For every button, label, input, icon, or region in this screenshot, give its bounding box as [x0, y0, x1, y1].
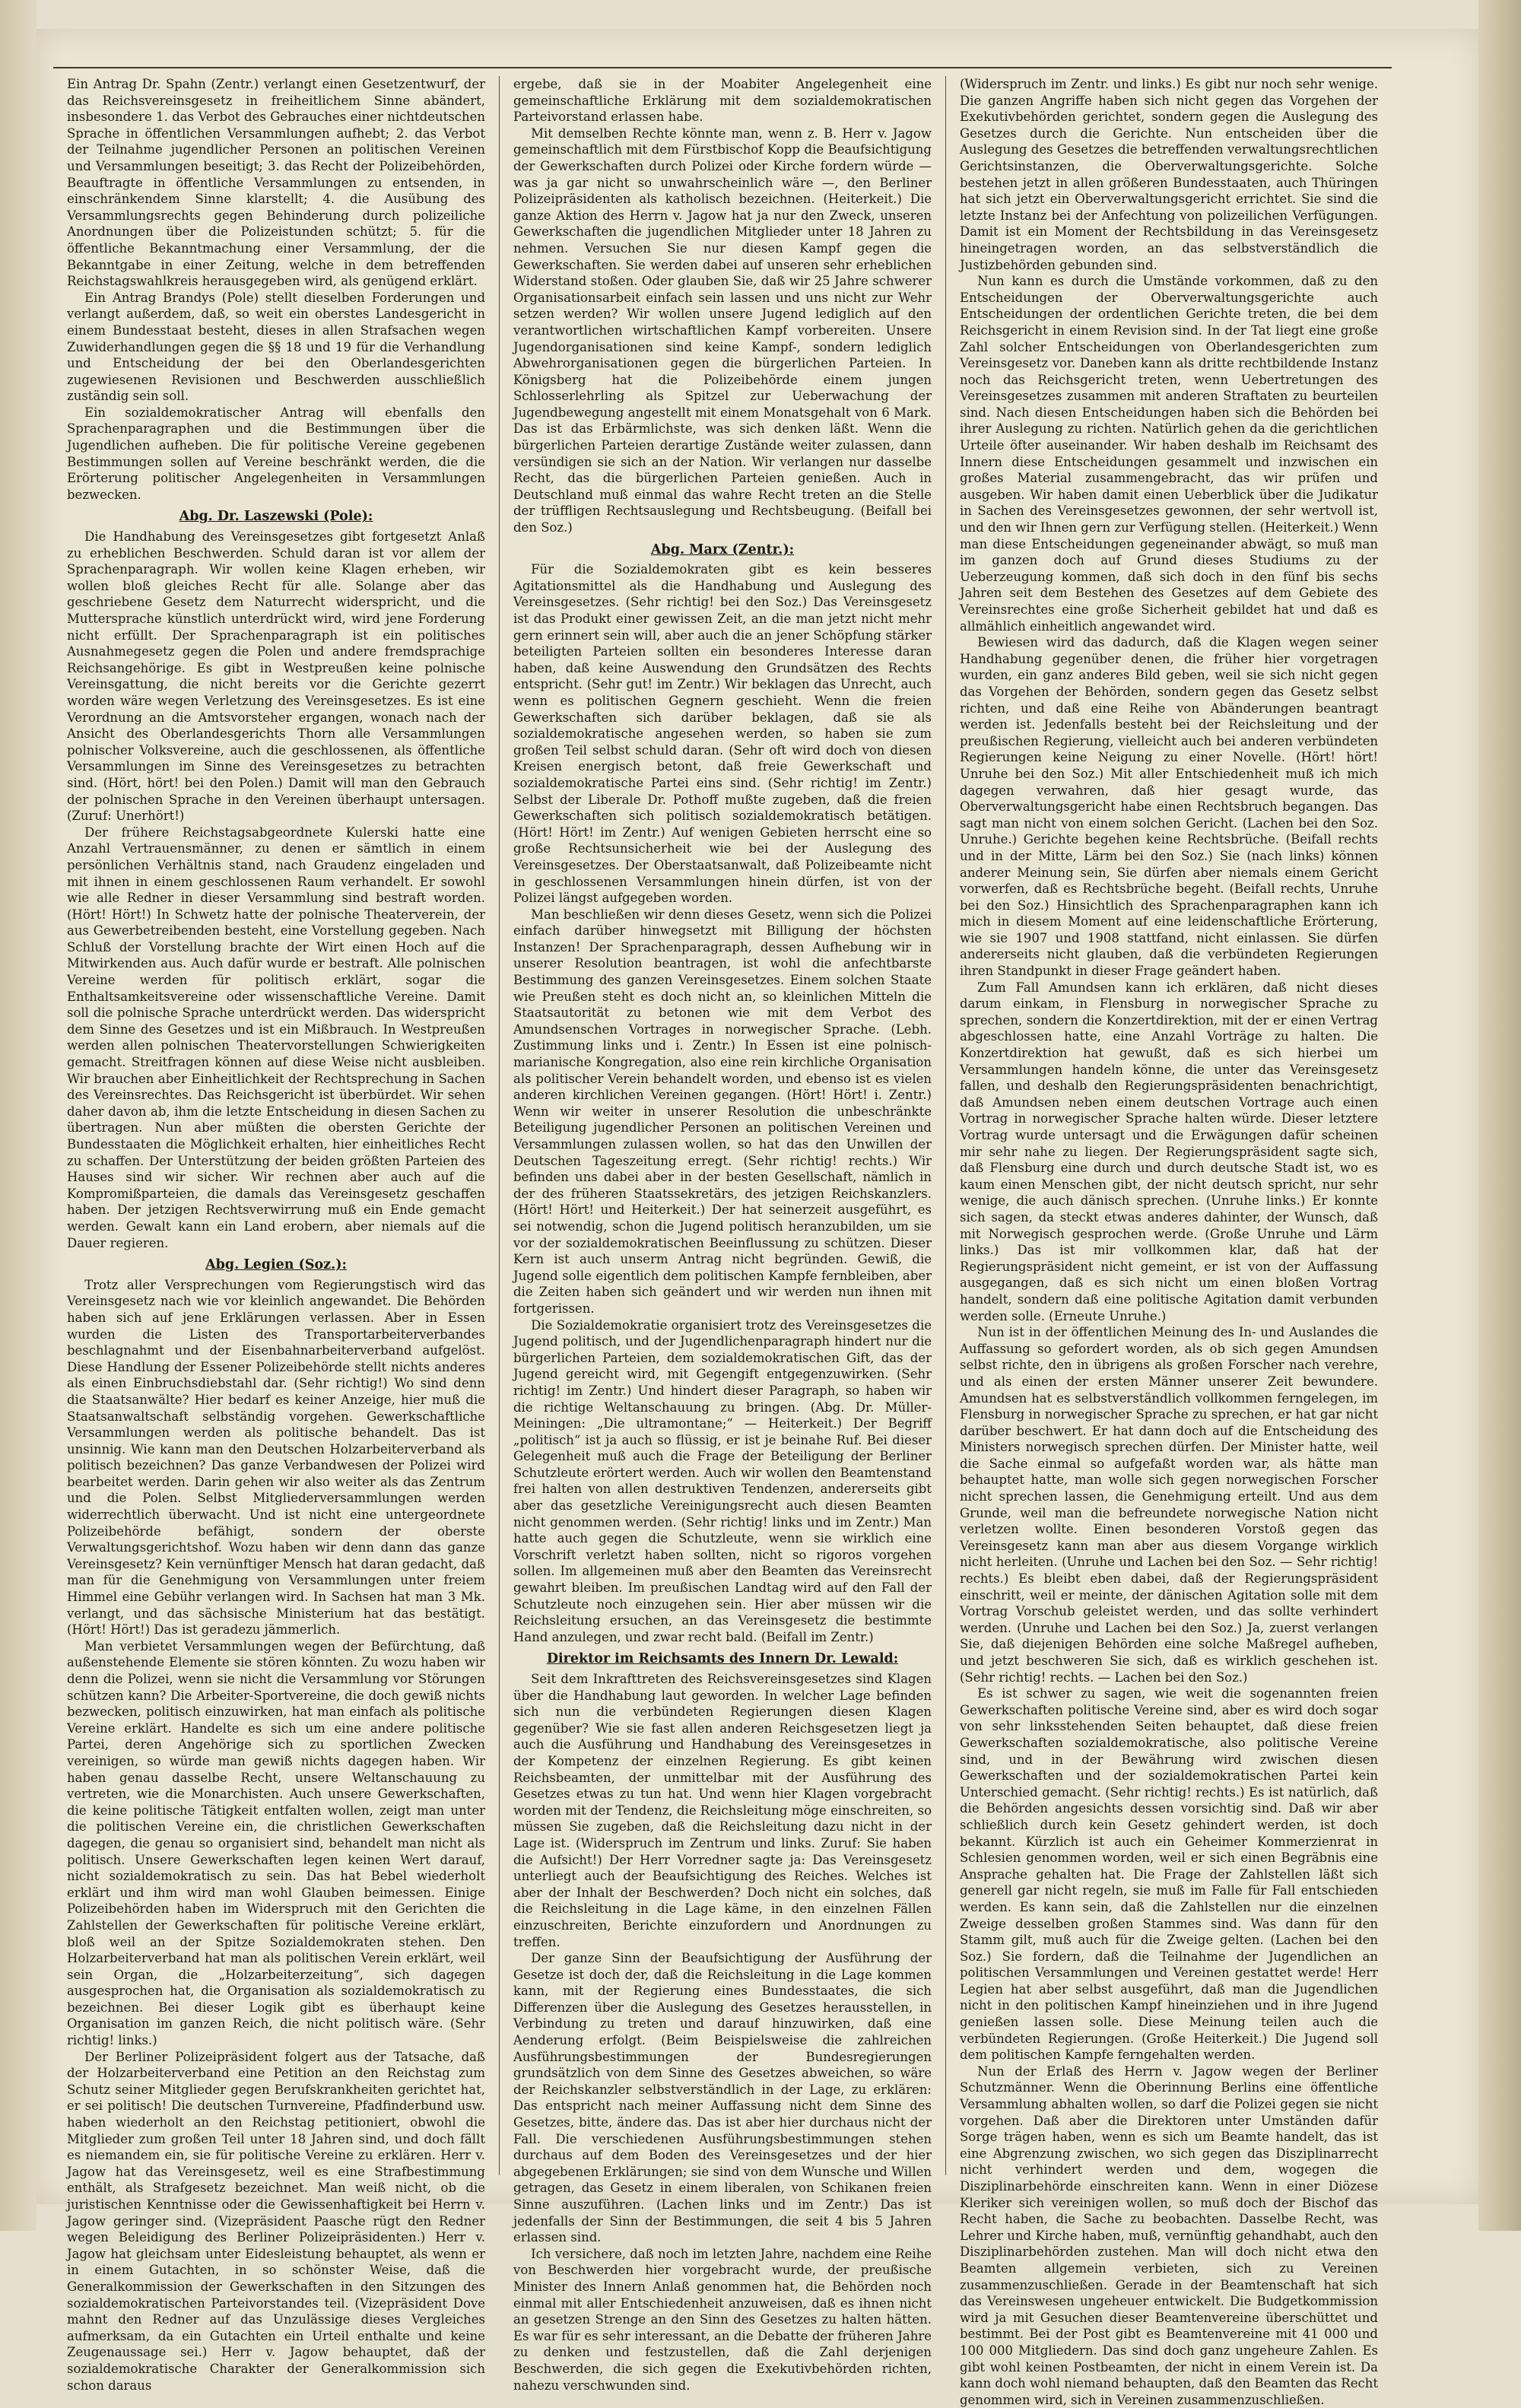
- paragraph: Trotz aller Versprechungen vom Regierungstisch wird das Vereinsgesetz nach wie vor kleinlich angewandet. Die Behörden haben sich auf jene Erklärungen verlassen. Aber in Essen wurden die Listen des Transportarbeiterverbandes beschlagnahmt und der Eisenbahnarbeiterverband aufgelöst. Diese Handlung der Essener Polizeibehörde stellt nichts anderes als einen Einbruchsdiebstahl dar. (Sehr richtig!) Wo sind denn die Staatsanwälte? Hier bedarf es keiner Anzeige, hier muß die Staatsanwaltschaft selbständig vorgehen. Gewerkschaftliche Versammlungen werden als politische behandelt. Das ist unsinnig. Wie kann man den Deutschen Holzarbeiterverband als politisch bezeichnen? Das ganze Verbandwesen der Polizei wird bearbeitet werden. Darin gehen wir also weiter als das Zentrum und die Polen. Selbst Mitgliederversammlungen werden widerrechtlich überwacht. Und ist nicht eine untergeordnete Polizeibehörde befähigt, sondern der oberste Verwaltungsgerichtshof. Wozu haben wir denn dann das ganze Vereinsgesetz? Kein vernünftiger Mensch hat daran gedacht, daß man für die Genehmigung von Versammlungen unter freiem Himmel eine Gebühr verlangen wird. In Sachsen hat man 3 Mk. verlangt, und das sächsische Ministerium hat das bestätigt. (Hört! Hört!) Das ist geradezu jämmerlich.: [67, 1277, 485, 1638]
- paragraph: Nun kann es durch die Umstände vorkommen, daß zu den Entscheidungen der Oberverwaltungsgerichte auch Entscheidungen der ordentlichen Gerichte treten, die bei dem Reichsgericht in einem Revision sind. In der Tat liegt eine große Zahl solcher Entscheidungen von Oberlandesgerichten zum Vereinsgesetz vor. Daneben kann als dritte rechtbildende Instanz noch das Reichsgericht treten, wenn Uebertretungen des Vereinsgesetzes zusammen mit anderen Straftaten zu beurteilen sind. Nach diesen Entscheidungen haben sich die Behörden bei ihrer Auslegung zu richten. Natürlich gehen da die gerichtlichen Urteile öfter auseinander. Wir haben deshalb im Reichsamt des Innern diese Entscheidungen gesammelt und inzwischen ein großes Material zusammengebracht, das wir prüfen und ausgeben. Wir haben damit einen Ueberblick über die Judikatur in Sachen des Vereinsgesetzes gewonnen, der sehr wertvoll ist, und den wir Ihnen gern zur Verfügung stellen. (Heiterkeit.) Wenn man diese Entscheidungen gegeneinander abwägt, so muß man im ganzen doch auf Grund dieses Studiums zu der Ueberzeugung kommen, daß sich doch in den fünf bis sechs Jahren seit dem Bestehen des Gesetzes auf dem Gebiete des Vereinsrechtes eine große Sicherheit gebildet hat und daß es allmählich einheitlich angewandet wird.: [960, 274, 1378, 634]
- paragraph: Der ganze Sinn der Beaufsichtigung der Ausführung der Gesetze ist doch der, daß die Reichsleitung in die Lage kommen kann, mit der Regierung eines Bundesstaates, die sich Differenzen über die Auslegung des Gesetzes herausstellen, in Verbindung zu treten und darauf hinzuwirken, daß eine Aenderung erfolgt. (Beim Beispielsweise die zahlreichen Ausführungsbestimmungen der Bundesregierungen grundsätzlich von dem Sinne des Gesetzes abweichen, so wäre der Reichskanzler selbstverständlich in der Lage, zu erklären: Das entspricht nach meiner Auffassung nicht dem Sinne des Gesetzes, bitte, ändere das. Das ist aber hier durchaus nicht der Fall. Die verschiedenen Ausführungsbestimmungen stehen durchaus auf dem Boden des Vereinsgesetzes und der hier abgegebenen Erklärungen; sie sind von dem Wunsche und Willen getragen, das Gesetz in einem liberalen, von Schikanen freien Sinne auszuführen. (Lachen links und im Zentr.) Das ist jedenfalls der Sinn der Bestimmungen, die seit 4 bis 5 Jahren erlassen sind.: [513, 1951, 932, 2245]
- column-3: [945, 76, 1392, 2407]
- paragraph: ergebe, daß sie in der Moabiter Angelegenheit eine gemeinschaftliche Erklärung mit dem sozialdemokratischen Parteivorstand erlassen habe.: [513, 77, 932, 125]
- paragraph: Zum Fall Amundsen kann ich erklären, daß nicht dieses darum einkam, in Flensburg in norwegischer Sprache zu sprechen, sondern die Konzertdirektion, mit der er einen Vertrag abgeschlossen hatte, eine Anzahl Vorträge zu halten. Die Konzertdirektion hat gewußt, daß es sich hierbei um Versammlungen handeln könne, die unter das Vereinsgesetz fallen, und deshalb den Regierungspräsidenten benachrichtigt, daß Amundsen neben einem deutschen Vortrage auch einen Vortrag in norwegischer Sprache halten würde. Dieser letztere Vortrag wurde untersagt und die Erwägungen dafür scheinen mir sehr nahe zu liegen. Der Regierungspräsident sagte sich, daß Flensburg eine durch und durch deutsche Stadt ist, wo es kaum einen Menschen gibt, der nicht deutsch spricht, nur sehr wenige, die auch dänisch sprechen. (Unruhe links.) Er konnte sich sagen, da steckt etwas anderes dahinter, der Wunsch, daß mit Norwegisch gesprochen werde. (Große Unruhe und Lärm links.) Das ist mir vollkommen klar, daß hat der Regierungspräsident nicht gemeint, er ist von der Auffassung ausgegangen, daß es sich nicht um einen bloßen Vortrag handelt, sondern daß eine politische Agitation damit verbunden werden solle. (Erneute Unruhe.): [960, 980, 1378, 1323]
- paragraph: Die Handhabung des Vereinsgesetzes gibt fortgesetzt Anlaß zu erheblichen Beschwerden. Schuld daran ist vor allem der Sprachenparagraph. Wir wollen keine Klagen erheben, wir wollen bloß gleiches Recht für alle. Solange aber das geschriebene Gesetz dem Naturrecht widerspricht, und die Muttersprache künstlich unterdrückt wird, wird jene Forderung nicht erfüllt. Der Sprachenparagraph ist ein politisches Ausnahmegesetz gegen die Polen und andere fremdsprachige Reichsangehörige. Es gibt in Westpreußen keine polnische Vereinsgattung, die nicht bereits vor die Gerichte gezerrt worden wäre wegen Verletzung des Vereinsgesetzes. Es ist eine Verordnung an die Amtsvorsteher ergangen, wonach nach der Ansicht des Oberlandesgerichts Thorn alle Versammlungen polnischer Volksvereine, auch die geschlossenen, als öffentliche Versammlungen im Sinne des Vereinsgesetzes zu betrachten sind. (Hört, hört! bei den Polen.) Damit will man den Gebrauch der polnischen Sprache in den Vereinen überhaupt untersagen. (Zuruf: Unerhört!): [67, 529, 485, 824]
- speaker-heading: Abg. Dr. Laszewski (Pole):: [179, 509, 373, 525]
- paragraph: Die Sozialdemokratie organisiert trotz des Vereinsgesetzes die Jugend politisch, und der Jugendlichenparagraph hindert nur die bürgerlichen Parteien, dem sozialdemokratischen Gift, das der Jugend gereicht wird, mit Gegengift entgegenzuwirken. (Sehr richtig! im Zentr.) Und hindert dieser Paragraph, so haben wir die richtige Weltanschauung zu bringen. (Abg. Dr. Müller-Meiningen: „Die ultramontane;“ — Heiterkeit.) Der Begriff „politisch“ ist ja auch so flüssig, er ist je beinahe Ruf. Bei dieser Gelegenheit muß auch die Frage der Beteiligung der Berliner Schutzleute erörtert werden. Auch wir wollen den Beamtenstand frei halten von allen destruktiven Tendenzen, andererseits gibt aber das gesetzliche Vereinigungsrecht auch diesen Beamten nicht genommen werden. (Sehr richtig! links und im Zentr.) Man hatte auch gegen die Schutzleute, wenn sie wirklich eine Vorschrift verletzt haben sollten, nicht so rigoros vorgehen sollen. Im allgemeinen muß aber den Beamten das Vereinsrecht gewahrt bleiben. Im preußischen Landtag wird auf den Fall der Schutzleute noch einzugehen sein. Hier aber müssen wir die Reichsleitung ersuchen, an das Vereinsgesetz die bestimmte Hand anzulegen, und zwar recht bald. (Beifall im Zentr.): [513, 1317, 932, 1644]
- paragraph: Man beschließen wir denn dieses Gesetz, wenn sich die Polizei einfach darüber hinwegsetzt mit Billigung der höchsten Instanzen! Der Sprachenparagraph, dessen Aufhebung wir in unserer Resolution beantragen, ist wohl die anfechtbarste Bestimmung des ganzen Vereinsgesetzes. Einem solchen Staate wie Preußen steht es doch nicht an, so kleinlichen Mitteln die Staatsautorität zu betonen wie mit dem Verbot des Amundsenschen Vortrages in norwegischer Sprache. (Lebh. Zustimmung links und i. Zentr.) In Essen ist eine polnisch-marianische Kongregation, also eine rein kirchliche Organisation als politischer Verein behandelt worden, und ebenso ist es vielen anderen kirchlichen Vereinen gegangen. (Hört! Hört! i. Zentr.) Wenn wir weiter in unserer Resolution die unbeschränkte Beteiligung jugendlicher Personen an politischen Vereinen und Versammlungen zulassen wollen, so hat das den Unwillen der Deutschen Tageszeitung erregt. (Sehr richtig! rechts.) Wir befinden uns dabei aber in der besten Gesellschaft, nämlich in der des früheren Staatssekretärs, des jetzigen Reichskanzlers. (Hört! Hört! und Heiterkeit.) Der hat seinerzeit ausgeführt, es sei notwendig, schon die Jugend politisch heranzubilden, um sie vor der sozialdemokratischen Beeinflussung zu schützen. Dieser Kern ist auch unserm Antrag nicht begründen. Gewiß, die Jugend solle eigentlich dem politischen Kampfe fernbleiben, aber die Zeiten haben sich geändert und wir werden nun ihnen mit fortgerissen.: [513, 907, 932, 1316]
- top-rule: [53, 67, 1392, 68]
- speaker-heading: Direktor im Reichsamts des Innern Dr. Lewald:: [546, 1651, 899, 1667]
- paragraph: Für die Sozialdemokraten gibt es kein besseres Agitationsmittel als die Handhabung und Auslegung des Vereinsgesetzes. (Sehr richtig! bei den Soz.) Das Vereinsgesetz ist das Produkt einer gewissen Zeit, an die man jetzt nicht mehr gern erinnert sein will, aber auch die an jener Schöpfung stärker beteiligten Parteien sollten ein besonderes Interesse daran haben, daß keine Auswendung den Grundsätzen des Rechts entspricht. (Sehr gut! im Zentr.) Wir beklagen das Unrecht, auch wenn es politischen Gegnern geschieht. Wenn die freien Gewerkschaften sich darüber beklagen, daß sie als sozialdemokratische angesehen werden, so haben sie zum großen Teil selbst schuld daran. (Sehr oft wird doch von diesen Kreisen energisch betont, daß freie Gewerkschaft und sozialdemokratische Partei eins sind. (Sehr richtig! im Zentr.) Selbst der Liberale Dr. Pothoff mußte zugeben, daß die freien Gewerkschaften sich politisch sozialdemokratisch betätigen. (Hört! Hört! im Zentr.) Auf wenigen Gebieten herrscht eine so große Rechtsunsicherheit wie bei der Auslegung des Vereinsgesetzes. Der Oberstaatsanwalt, daß Polizeibeamte nicht in geschlossenen Versammlungen hinein dürfen, ist von der Polizei längst aufgegeben worden.: [513, 562, 932, 906]
- page-right-fold: [1478, 0, 1521, 2231]
- paragraph: Ein sozialdemokratischer Antrag will ebenfalls den Sprachenparagraphen und die Bestimmungen über die Jugendlichen aufheben. Die für politische Vereine gegebenen Bestimmungen sollen auf Vereine beschränkt werden, die die Erörterung politischer Angelegenheiten in Versammlungen bezwecken.: [67, 405, 485, 502]
- paragraph: Ich versichere, daß noch im letzten Jahre, nachdem eine Reihe von Beschwerden hier vorgebracht wurde, der preußische Minister des Innern Anlaß genommen hat, die Behörden noch einmal mit aller Entschiedenheit anzuweisen, daß es ihnen nicht an gesetzen Strenge an den Sinn des Gesetzes zu halten hätten. Es war für es sehr interessant, an die Debatte der früheren Jahre zu denken und festzustellen, daß die Zahl derjenigen Beschwerden, die sich gegen die Exekutivbehörden richten, nahezu verschwunden sind.: [513, 2246, 932, 2393]
- paragraph: Nun der Erlaß des Herrn v. Jagow wegen der Berliner Schutzmänner. Wenn die Oberinnung Berlins eine öffentliche Versammlung abhalten wollen, so darf die Polizei gegen sie nicht vorgehen. Daß aber die Direktoren unter Umständen dafür Sorge trägen haben, wenn es sich um Beamte handelt, das ist eine Abgrenzung zwischen, wo sich gegen das Disziplinarrecht nicht verhindert werden und dem, wogegen die Disziplinarbehörde einschreiten kann. Wenn in einer Diözese Kleriker sich vereinigen wollen, so muß doch der Bischof das Recht haben, die Sache zu beobachten. Dasselbe Recht, was Lehrer und Kirche haben, muß, vernünftig gehandhabt, auch den Disziplinarbehörden zustehen. Man will doch nicht etwa den Beamten allgemein verbieten, sich zu Vereinen zusammenzuschließen. Gerade in der Beamtenschaft hat sich das Vereinswesen ungeheuer entwickelt. Die Budgetkommission wird ja mit Gesuchen dieser Beamtenvereine überschüttet und bestimmt. Bei der Post gibt es Beamtenvereine mit 41 000 und 100 000 Mitgliedern. Das sind doch ganz ungeheure Zahlen. Es gibt wohl keinen Postbeamten, der nicht in einem Verein ist. Da kann doch wohl niemand behaupten, daß den Beamten das Recht genommen wird, sich in Vereinen zusammenzuschließen.: [960, 2063, 1378, 2407]
- paragraph: Es ist schwer zu sagen, wie weit die sogenannten freien Gewerkschaften politische Vereine sind, aber es wird doch sogar von sehr linksstehenden Seiten behauptet, daß diese freien Gewerkschaften sozialdemokratische, also politische Vereine sind, und in der Bewährung wird zwischen diesen Gewerkschaften und der sozialdemokratischen Partei kein Unterschied gemacht. (Sehr richtig! rechts.) Es ist natürlich, daß die Behörden angesichts dessen vorsichtig sind. Daß wir aber schließlich durch kein Gesetz gehindert werden, ist doch bekannt. Kürzlich ist auch ein Geheimer Kommerzienrat in Schlesien genommen worden, weil er sich einen Begräbnis eine Ansprache gehalten hat. Die Frage der Zahlstellen läßt sich generell gar nicht regeln, sie muß im Falle für Fall entschieden werden. Es kann sein, daß die Zahlstellen nur die einzelnen Zweige desselben großen Stammes sind. Was dann für den Stamm gilt, muß auch für die Zweige gelten. (Lachen bei den Soz.) Sie fordern, daß die Teilnahme der Jugendlichen an politischen Versammlungen und Vereinen gestattet werde! Herr Legien hat aber selbst ausgeführt, daß man die Jugendlichen nicht in den politischen Kampf hineinziehen und in ihre Jugend genießen lassen solle. Diese Meinung teilen auch die verbündeten Regierungen. (Große Heiterkeit.) Die Jugend soll dem politischen Kampfe ferngehalten werden.: [960, 1686, 1378, 2063]
- paragraph: Man verbietet Versammlungen wegen der Befürchtung, daß außenstehende Elemente sie stören könnten. Zu wozu haben wir denn die Polizei, wenn sie nicht die Versammlung vor Störungen schützen kann? Die Arbeiter-Sportvereine, die doch gewiß nichts bezwecken, politisch einzuwirken, hat man einfach als politische Vereine erklärt. Handelte es sich um eine andere politische Partei, deren Angehörige sich zu sportlichen Zwecken vereinigen, so würde man gewiß nichts dagegen haben. Wir haben genau dasselbe Recht, unsere Weltanschauung zu vertreten, wie die Monarchisten. Auch unsere Gewerkschaften, die keine politische Tätigkeit entfalten wollen, zeigt man unter die politischen Vereine ein, die christlichen Gewerkschaften dagegen, die genau so organisiert sind, behandelt man nicht als politisch. Unsere Gewerkschaften legen keinen Wert darauf, nicht sozialdemokratisch zu sein. Das hat Bebel wiederholt erklärt und ihm wird man wohl Glauben beimessen. Einige Polizeibehörden haben im Widerspruch mit den Gerichten die Zahlstellen der Gewerkschaften für politische Vereine erklärt, bloß weil an der Spitze Sozialdemokraten stehen. Den Holzarbeiterverband hat man als politischen Verein erklärt, weil sein Organ, die „Holzarbeiterzeitung“, sich dagegen ausgesprochen hat, die Organisation als sozialdemokratisch zu bezeichnen. Bei dieser Logik gibt es überhaupt keine Organisation im ganzen Reich, die nicht politisch wäre. (Sehr richtig! links.): [67, 1638, 485, 2048]
- column-2: [499, 76, 945, 2393]
- speaker-heading: Abg. Marx (Zentr.):: [650, 542, 795, 558]
- page-left-edge: [0, 0, 37, 2231]
- paragraph: Bewiesen wird das dadurch, daß die Klagen wegen seiner Handhabung gegenüber denen, die früher hier vorgetragen wurden, ein ganz anderes Bild geben, weil sie sich nicht gegen das Vorgehen der Behörden, sondern gegen das Gesetz selbst richten, und daß eine Reihe von Abänderungen beantragt werden ist. Jedenfalls besteht bei der Reichsleitung und der preußischen Regierung, vielleicht auch bei anderen verbündeten Regierungen keine Neigung zu einer Novelle. (Hört! hört! Unruhe bei den Soz.) Mit aller Entschiedenheit muß ich mich dagegen verwahren, daß hier gesagt wurde, das Oberverwaltungsgericht habe einen Rechtsbruch begangen. Das sagt man nicht von einem solchen Gericht. (Lachen bei den Soz. Unruhe.) Gerichte begehen keine Rechtsbrüche. (Beifall rechts und in der Mitte, Lärm bei den Soz.) Sie (nach links) können anderer Meinung sein, Sie dürfen aber niemals einem Gericht vorwerfen, daß es Rechtsbrüche begeht. (Beifall rechts, Unruhe bei den Soz.) Hinsichtlich des Sprachenparagraphen kann ich mich in diesem Moment auf eine leidenschaftliche Erörterung, wie sie 1907 und 1908 stattfand, nicht einlassen. Sie dürfen andererseits nicht glauben, daß die verbündeten Regierungen ihren Standpunkt in dieser Frage geändert haben.: [960, 635, 1378, 979]
- paragraph: Nun ist in der öffentlichen Meinung des In- und Auslandes die Auffassung so gefordert worden, als ob sich gegen Amundsen selbst richte, den in übrigens als großen Forscher nach verehre, und als einen der ersten Männer unserer Zeit bewundere. Amundsen hat es selbstverständlich vollkommen ferngelegen, im Flensburg in norwegischer Sprache zu sprechen, er hat gar nicht darüber beschwert. Er hat dann doch auf die Entscheidung des Ministers norwegisch sprechen dürfen. Der Minister hatte, weil die Sache einmal so aufgefaßt worden war, als hätte man behauptet hatte, man wolle sich gegen norwegischen Forscher nicht sprechen lassen, die Genehmigung erteilt. Und aus dem Grunde, weil man die befreundete norwegische Nation nicht verletzen wollte. Einen besonderen Vorstoß gegen das Vereinsgesetz kann man aber aus diesem Vorgange wirklich nicht herleiten. (Unruhe und Lachen bei den Soz. — Sehr richtig! rechts.) Es bleibt eben dabei, daß der Regierungspräsident einschritt, weil er meinte, der dänischen Agitation solle mit dem Vortrag Vorschub geleistet werden, und das sollte verhindert werden. (Unruhe und Lachen bei den Soz.) Ja, zuerst verlangen Sie, daß diejenigen Behörden eine solche Maßregel aufheben, und jetzt beschweren Sie sich, daß es wirklich geschehen ist. (Sehr richtig! rechts. — Lachen bei den Soz.): [960, 1325, 1378, 1685]
- paragraph: Ein Antrag Dr. Spahn (Zentr.) verlangt einen Gesetzentwurf, der das Reichsvereinsgesetz in freiheitlichem Sinne abändert, insbesondere 1. das Verbot des Gebrauches einer nichtdeutschen Sprache in öffentlichen Versammlungen aufhebt; 2. das Verbot der Teilnahme jugendlicher Personen an politischen Vereinen und Versammlungen beseitigt; 3. das Recht der Polizeibehörden, Beauftragte in öffentliche Versammlungen zu entsenden, in einschränkendem Sinne klarstellt; 4. die Ausübung des Versammlungsrechts gegen Behinderung durch polizeiliche Anordnungen über die Polizeistunden schützt; 5. für die öffentliche Bekanntmachung einer Versammlung, der die Bekanntgabe in einer Zeitung, welche in dem betreffenden Reichstagswahlkreis herausgegeben wird, als genügend erklärt.: [67, 77, 485, 289]
- paragraph: Der Berliner Polizeipräsident folgert aus der Tatsache, daß der Holzarbeiterverband eine Petition an den Reichstag zum Schutz seiner Mitglieder gegen Berufskrankheiten gerichtet hat, er sei politisch! Die deutschen Turnvereine, Pfadfinderbund usw. haben wiederholt an den Reichstag petitioniert, obwohl die Mitglieder zum großen Teil unter 18 Jahren sind, und doch fällt es niemandem ein, sie für politische Vereine zu erklären. Herr v. Jagow hat das Vereinsgesetz, weil es eine Strafbestimmung enthält, als Strafgesetz bezeichnet. Man weiß nicht, ob die juristischen Kenntnisse oder die Gewissenhaftigkeit bei Herrn v. Jagow geringer sind. (Vizepräsident Paasche rügt den Redner wegen Beleidigung des Berliner Polizeipräsidenten.) Herr v. Jagow hat gleichsam unter Eidesleistung behauptet, als wenn er in einem Gutachten, in so schönster Weise, daß die Generalkommission der Gewerkschaften in den Sitzungen des sozialdemokratischen Parteivorstandes teil. (Vizepräsident Dove mahnt den Redner auf das Unzulässige dieses Vergleiches aufmerksam, da ein Gutachten ein Urteil enthalte und keine Zeugenaussage sei.) Herr v. Jagow behauptet, daß der sozialdemokratische Charakter der Generalkommission sich schon daraus: [67, 2049, 485, 2393]
- column-1: [53, 76, 499, 2393]
- paragraph: Mit demselben Rechte könnte man, wenn z. B. Herr v. Jagow gemeinschaftlich mit dem Fürstbischof Kopp die Beaufsichtigung der Gewerkschaften durch Polizei oder Kirche fordern würde — was ja gar nicht so unwahrscheinlich wäre —, den Berliner Polizeipräsidenten als katholisch bezeichnen. (Heiterkeit.) Die ganze Aktion des Herrn v. Jagow hat ja nur den Zweck, unseren Gewerkschaften die jugendlichen Mitglieder unter 18 Jahren zu nehmen. Versuchen Sie nur diesen Kampf gegen die Gewerkschaften. Sie werden dabei auf unseren sehr erheblichen Widerstand stoßen. Oder glauben Sie, daß wir 25 Jahre schwerer Organisationsarbeit einfach sein lassen und uns nicht zur Wehr setzen werden? Wir wollen unsere Jugend lediglich auf den verantwortlichen wirtschaftlichen Kampf vorbereiten. Unsere Jugendorganisationen sind keine Kampf-, sondern lediglich Abwehrorganisationen gegen die bürgerlichen Parteien. In Königsberg hat die Polizeibehörde einem jungen Schlosserlehrling als Spitzel zur Ueberwachung der Jugendbewegung angestellt mit einem Monatsgehalt von 6 Mark. Das ist das Erbärmlichste, was sich denken läßt. Wenn die bürgerlichen Parteien derartige Zustände weiter zulassen, dann versündigen sie sich an der Nation. Wir verlangen nur dasselbe Recht, das die bürgerlichen Parteien genießen. Auch in Deutschland muß einmal das wahre Recht treten an die Stelle der trüffligen Rechtsauslegung und Rechtsbeugung. (Beifall bei den Soz.): [513, 125, 932, 535]
- paragraph: (Widerspruch im Zentr. und links.) Es gibt nur noch sehr wenige. Die ganzen Angriffe haben sich nicht gegen das Vorgehen der Exekutivbehörden gerichtet, sondern gegen die Auslegung des Gesetzes durch die Gerichte. Nun entscheiden über die Auslegung des Gesetzes die betreffenden verwaltungsrechtlichen Gerichtsinstanzen, die Oberverwaltungsgerichte. Solche bestehen jetzt in allen größeren Bundesstaaten, auch Thüringen hat sich jetzt ein Oberverwaltungsgericht errichtet. Sie sind die letzte Instanz bei der Anfechtung von polizeilichen Verfügungen. Damit ist ein Moment der Rechtsbildung in das Vereinsgesetz hineingetragen worden, an das selbstverständlich die Justizbehörden gebunden sind.: [960, 77, 1378, 272]
- paragraph: Seit dem Inkrafttreten des Reichsvereinsgesetzes sind Klagen über die Handhabung laut geworden. In welcher Lage befinden sich nun die verbündeten Regierungen diesen Klagen gegenüber? Wie sie fast allen anderen Reichsgesetzen liegt ja auch die Ausführung und Handhabung des Vereinsgesetzes in der Kompetenz der einzelnen Regierung. Es gibt keinen Reichsbeamten, der unmittelbar mit der Ausführung des Gesetzes etwas zu tun hat. Und wenn hier Klagen vorgebracht worden mit der Tendenz, die Reichsleitung möge einschreiten, so müssen Sie zugeben, daß die Reichsleitung dazu nicht in der Lage ist. (Widerspruch im Zentrum und links. Zuruf: Sie haben die Aufsicht!) Der Herr Vorredner sagte ja: Das Vereinsgesetz unterliegt auch der Beaufsichtigung des Reiches. Welches ist aber der Inhalt der Beschwerden? Doch nicht ein solches, daß die Reichsleitung in die Lage käme, in den einzelnen Fällen einzuschreiten, Berichte einzufordern und Anordnungen zu treffen.: [513, 1672, 932, 1949]
- paragraph: Ein Antrag Brandys (Pole) stellt dieselben Forderungen und verlangt außerdem, daß, so weit ein oberstes Landesgericht in einem Bundesstaat besteht, dieses in allen Strafsachen wegen Zuwiderhandlungen gegen die §§ 18 und 19 für die Verhandlung und Entscheidung der bei den Oberlandesgerichten zugewiesenen Revisionen und Beschwerden ausschließlich zuständig sein soll.: [67, 290, 485, 404]
- paragraph: Der frühere Reichstagsabgeordnete Kulerski hatte eine Anzahl Vertrauensmänner, zu denen er sämtlich in einem persönlichen Verhältnis stand, nach Graudenz eingeladen und mit ihnen in einem geschlossenen Raum verhandelt. Er sowohl wie alle Redner in dieser Versammlung sind bestraft worden. (Hört! Hört!) In Schwetz hatte der polnische Theaterverein, der aus Gewerbetreibenden besteht, eine Vorstellung gegeben. Nach Schluß der Vorstellung brachte der Wirt einen Hoch auf die Mitwirkenden aus. Auch dafür wurde er bestraft. Alle polnischen Vereine werden für politisch erklärt, sogar die Enthaltsamkeitsvereine oder wissenschaftliche Vereine. Damit soll die polnische Sprache unterdrückt werden. Das widerspricht dem Sinne des Gesetzes und ist ein Mißbrauch. In Westpreußen werden allen polnischen Theatervorstellungen Schwierigkeiten gemacht. Streitfragen können auf diese Weise nicht ausbleiben. Wir brauchen aber Einheitlichkeit der Rechtsprechung in Sachen des Vereinsrechtes. Das Reichsgericht ist überbürdet. Wir sehen daher davon ab, ihm die letzte Entscheidung in diesen Sachen zu übertragen. Nun aber müßten die obersten Gerichte der Bundesstaaten die Möglichkeit erhalten, hier einheitliches Recht zu schaffen. Der Unterstützung der beiden größten Parteien des Hauses sind wir sicher. Wir rechnen aber auch auf die Kompromißparteien, die damals das Vereinsgesetz geschaffen haben. Der jetzigen Rechtsverwirrung muß ein Ende gemacht werden. Gewalt kann ein Land erobern, aber niemals auf die Dauer regieren.: [67, 824, 485, 1250]
- speaker-heading: Abg. Legien (Soz.):: [205, 1257, 347, 1273]
- article-columns: [53, 76, 1392, 2407]
